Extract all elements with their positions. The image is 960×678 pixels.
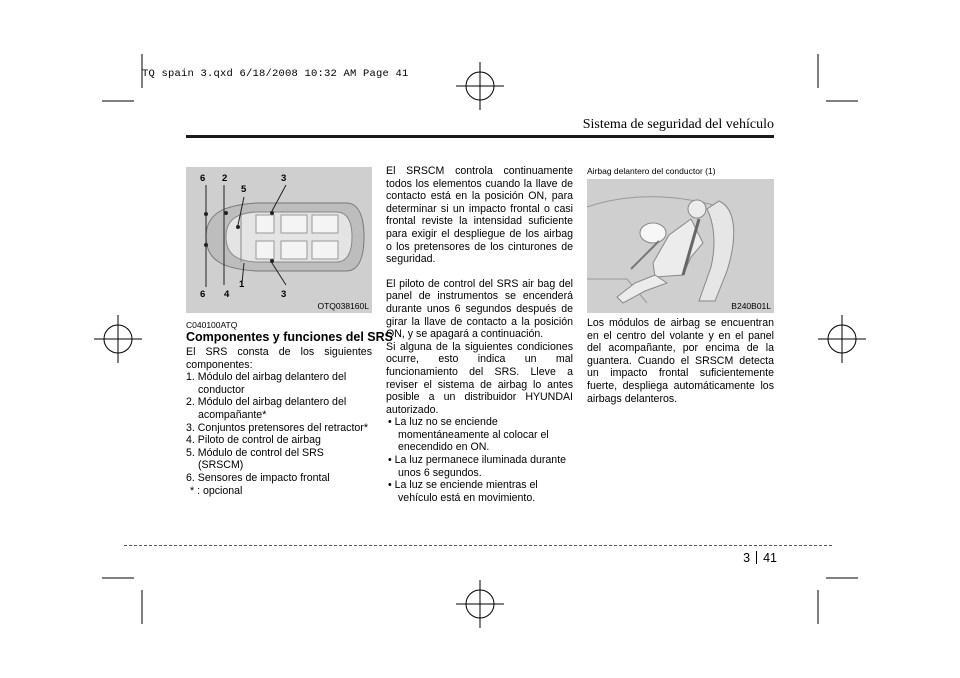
driver-airbag-figure (587, 179, 774, 313)
chapter-number: 3 (743, 551, 751, 565)
paragraph: Si alguna de la siguientes condiciones ocurre, esto indica un mal funcionamiento del SRS. Lleve a reviser el sistema de airbag lo antes posible a un distribuidor HYUNDAI autorizado. (386, 340, 573, 416)
optional-note: * : opcional (190, 484, 243, 497)
list-item: • La luz no se enciende momentáneamente al colocar el enecendido en ON. (388, 416, 549, 454)
reference-code: C040100ATQ (186, 320, 238, 330)
vehicle-top-view-illustration (186, 167, 372, 313)
callout-6-top: 6 (200, 173, 206, 184)
figure-code: OTQ038160L (317, 301, 369, 311)
section-title: Sistema de seguridad del vehículo (582, 117, 774, 132)
components-list (186, 371, 372, 484)
list-item: 3. Conjuntos pretensores del retractor* (186, 421, 368, 434)
list-item: • La luz se enciende mientras el vehículo está en movimiento. (388, 479, 538, 504)
list-item: 1. Módulo del airbag delantero del conductor (186, 371, 347, 396)
callout-3-top: 3 (281, 173, 287, 184)
list-item: • La luz permanece iluminada durante unos 6 segundos. (388, 454, 567, 479)
figure-code: B240B01L (731, 301, 771, 311)
driver-airbag-illustration (587, 179, 774, 313)
page-number-divider (756, 551, 757, 564)
left-column-text (186, 346, 372, 497)
paragraph: El piloto de control del SRS air bag del panel de instrumentos se encenderá durante unos 6 segundos después de girar la llave de contacto a la posición ON, y se apagará a continuación. (386, 277, 573, 341)
footer-rule (124, 545, 832, 546)
callout-3-bottom: 3 (281, 289, 287, 300)
callout-6-bottom: 6 (200, 289, 206, 300)
paragraph: El SRSCM controla continuamente todos los elementos cuando la llave de contacto está en la posición ON, para determinar si un impacto frontal o casi frontal reviste la intensidad suficiente para exigir el despliegue de los airbag o los pretensores de los cinturones de seguridad. (386, 165, 573, 266)
list-item: 4. Piloto de control de airbag (186, 434, 321, 447)
intro-paragraph: El SRS consta de los siguientes componentes: (186, 346, 372, 371)
right-column-text (587, 317, 774, 405)
callout-5: 5 (241, 184, 247, 195)
section-heading: Componentes y funciones del SRS (186, 330, 393, 344)
callout-1: 1 (239, 279, 245, 290)
malfunction-list (386, 416, 573, 504)
header-rule (186, 135, 774, 138)
callout-2: 2 (222, 173, 228, 184)
figure-caption: Airbag delantero del conductor (1) (587, 166, 774, 178)
srs-components-figure (186, 167, 372, 313)
paragraph: Los módulos de airbag se encuentran en el centro del volante y en el panel del acompañante, por encima de la guantera. Cuando el SRSCM detecta un impacto frontal suficientemente fuerte, despliega automáticamente los airbags delanteros. (587, 317, 774, 405)
callout-4: 4 (224, 289, 230, 300)
print-slug: TQ spain 3.qxd 6/18/2008 10:32 AM Page 41 (142, 68, 409, 80)
middle-column-text (386, 165, 573, 504)
list-item: 2. Módulo del airbag delantero del acompañante* (186, 396, 347, 421)
list-item: 5. Módulo de control del SRS (SRSCM) (186, 446, 324, 472)
page-number-value: 41 (763, 551, 777, 565)
list-item: 6. Sensores de impacto frontal (186, 471, 330, 484)
page-number (743, 551, 777, 565)
